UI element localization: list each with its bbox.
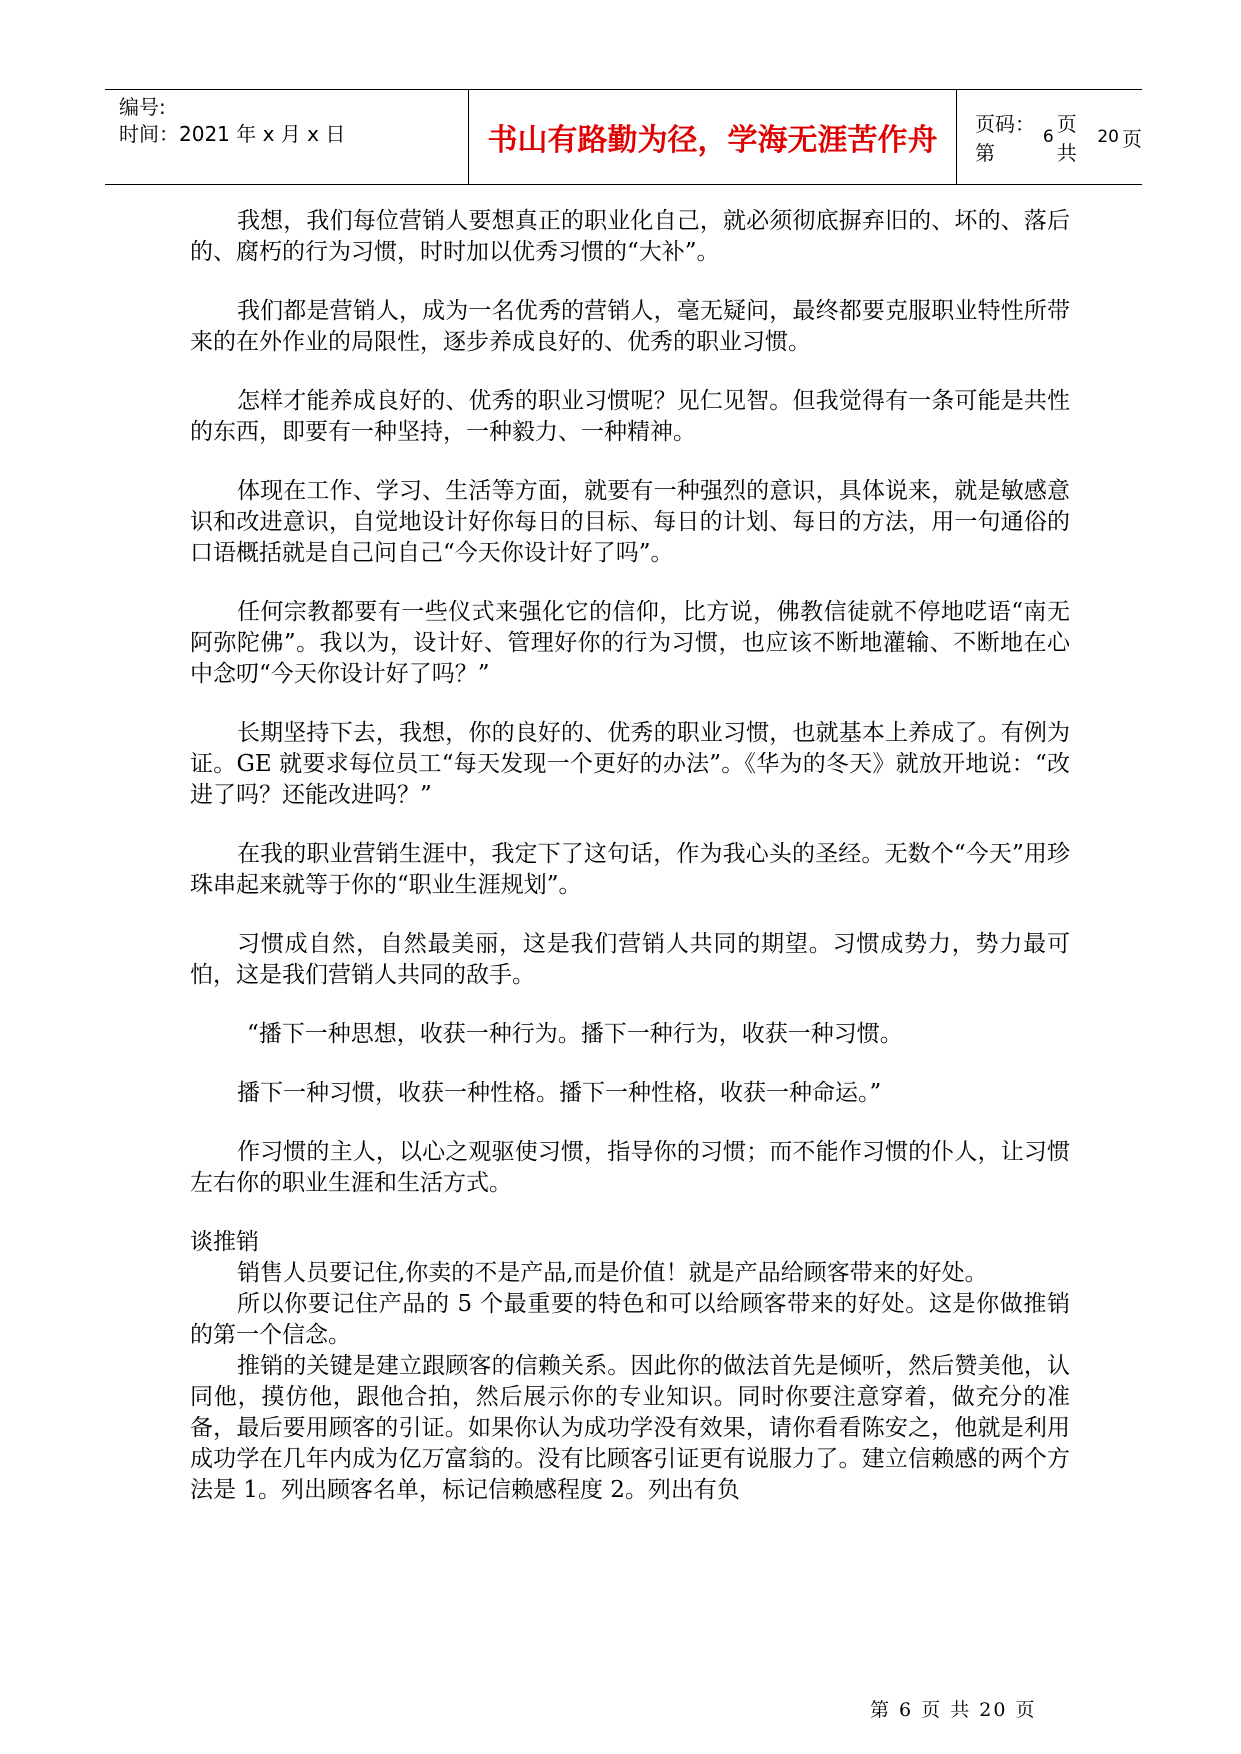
paragraph: 体现在工作、学习、生活等方面，就要有一种强烈的意识，具体说来，就是敏感意识和改进意识，自觉地设计好你每日的目标、每日的计划、每日的方法，用一句通俗的口语概括就是自己问自己“今天你设计好了吗”。: [190, 478, 1070, 566]
header-page-indicator: [957, 90, 1142, 184]
section-title: 谈推销: [190, 1229, 259, 1255]
paragraph: 我们都是营销人，成为一名优秀的营销人，毫无疑问，最终都要克服职业特性所带来的在外作业的局限性，逐步养成良好的、优秀的职业习惯。: [190, 298, 1070, 355]
section-paragraph: 销售人员要记住,你卖的不是产品,而是价值！就是产品给顾客带来的好处。: [237, 1260, 988, 1286]
quote-line: “播下一种思想，收获一种行为。播下一种行为，收获一种习惯。: [247, 1021, 903, 1047]
page-suffix: 页: [1122, 126, 1142, 151]
paragraph: 在我的职业营销生涯中，我定下了这句话，作为我心头的圣经。无数个“今天”用珍珠串起来就等于你的“职业生涯规划”。: [190, 841, 1070, 898]
paragraph: 习惯成自然，自然最美丽，这是我们营销人共同的期望。习惯成势力，势力最可怕，这是我们营销人共同的敌手。: [190, 931, 1070, 988]
header-motto: 书山有路勤为径，学海无涯苦作舟: [487, 123, 938, 158]
page-total: 20: [1097, 127, 1119, 147]
section-paragraph: 所以你要记住产品的 5 个最重要的特色和可以给顾客带来的好处。这是你做推销的第一个信念。: [190, 1291, 1070, 1348]
paragraph: 我想，我们每位营销人要想真正的职业化自己，就必须彻底摒弃旧的、坏的、落后的、腐朽的行为习惯，时时加以优秀习惯的“大补”。: [190, 208, 1070, 265]
page-header: [105, 89, 1142, 185]
page-prefix: 页码：第: [975, 112, 1035, 165]
page-mid: 页 共: [1056, 112, 1077, 165]
paragraph: 怎样才能养成良好的、优秀的职业习惯呢？见仁见智。但我觉得有一条可能是共性的东西，即要有一种坚持，一种毅力、一种精神。: [190, 388, 1070, 445]
section-paragraph: 推销的关键是建立跟顾客的信赖关系。因此你的做法首先是倾听，然后赞美他，认同他，摸仿他，跟他合拍，然后展示你的专业知识。同时你要注意穿着，做充分的准备，最后要用顾客的引证。如果你认为成功学没有效果，请你看看陈安之，他就是利用成功学在几年内成为亿万富翁的。没有比顾客引证更有说服力了。建立信赖感的两个方法是 1。列出顾客名单，标记信赖感程度 2。列出有负: [190, 1353, 1070, 1503]
header-meta: [119, 94, 464, 148]
page-footer: 第 6 页 共 20 页: [870, 1699, 1037, 1721]
document-time-label: 时间：2021 年 x 月 x 日: [119, 122, 346, 146]
document-body: [190, 206, 1070, 1506]
page-current: 6: [1042, 127, 1054, 147]
paragraph: 长期坚持下去，我想，你的良好的、优秀的职业习惯，也就基本上养成了。有例为证。GE 就要求每位员工“每天发现一个更好的办法”。《华为的冬天》就放开地说：“改进了吗？还能改进吗？”: [190, 720, 1070, 808]
paragraph: 任何宗教都要有一些仪式来强化它的信仰，比方说，佛教信徒就不停地呓语“南无阿弥陀佛”。我以为，设计好、管理好你的行为习惯，也应该不断地灌输、不断地在心中念叨“今天你设计好了吗？”: [190, 599, 1070, 687]
document-number-label: 编号:: [119, 95, 166, 119]
quote-line: 播下一种习惯，收获一种性格。播下一种性格，收获一种命运。”: [237, 1080, 882, 1106]
paragraph: 作习惯的主人，以心之观驱使习惯，指导你的习惯；而不能作习惯的仆人，让习惯左右你的职业生涯和生活方式。: [190, 1139, 1070, 1196]
